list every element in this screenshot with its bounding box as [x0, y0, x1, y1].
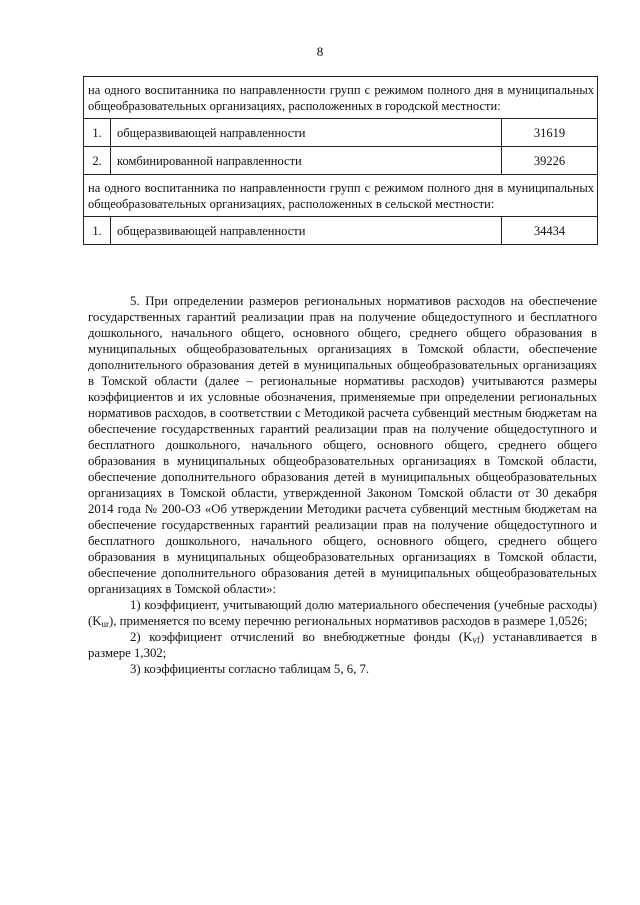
row-name: общеразвивающей направленности	[111, 217, 502, 245]
item2-text: 2) коэффициент отчислений во внебюджетные фонды (K	[130, 630, 473, 644]
item1-text-end: ), применяется по всему перечню региональных нормативов расходов в размере 1,0526;	[109, 614, 588, 628]
row-value: 31619	[502, 119, 598, 147]
item2-text-end: ) устанавливается в размере 1,302;	[88, 630, 597, 660]
row-name: общеразвивающей направленности	[111, 119, 502, 147]
row-value: 34434	[502, 217, 598, 245]
table-section-heading-row	[84, 77, 598, 119]
table-row	[84, 119, 598, 147]
table-section-heading-row	[84, 175, 598, 217]
row-number: 2.	[84, 147, 111, 175]
row-number: 1.	[84, 217, 111, 245]
urban-section-heading: на одного воспитанника по направленности групп с режимом полного дня в муниципальных общеобразовательных организациях, расположенных в городской местности:	[84, 77, 598, 119]
paragraph-5: 5. При определении размеров региональных нормативов расходов на обеспечение государственных гарантий реализации прав на получение общедоступного и бесплатного дошкольного, начального общего, основного общего, среднего общего образования в муниципальных общеобразовательных организациях в Томской области, обеспечение дополнительного образования детей в муниципальных общеобразовательных организациях в Томской области (далее – региональные нормативы расходов) учитываются размеры коэффициентов и их условные обозначения, применяемые при определении региональных нормативов расходов, в соответствии с Методикой расчета субвенций местным бюджетам на обеспечение государственных гарантий реализации прав на получение общедоступного и бесплатного дошкольного, начального общего, основного общего, среднего общего образования в муниципальных общеобразовательных организациях в Томской области, обеспечение дополнительного образования детей в муниципальных общеобразовательных организациях в Томской области, утвержденной Законом Томской области от 30 декабря 2014 года № 200-ОЗ «Об утверждении Методики расчета субвенций местным бюджетам на обеспечение государственных гарантий реализации прав на получение общедоступного и бесплатного дошкольного, начального общего, основного общего, среднего общего образования в муниципальных общеобразовательных организациях в Томской области, обеспечение дополнительного образования детей в муниципальных общеобразовательных организациях в Томской области»:	[88, 294, 597, 596]
row-name: комбинированной направленности	[111, 147, 502, 175]
page-number: 8	[316, 44, 324, 59]
list-item-3: 3) коэффициенты согласно таблицам 5, 6, 7.	[130, 662, 370, 676]
body-text	[88, 293, 597, 677]
list-item-2	[88, 629, 597, 661]
list-item-1	[88, 597, 597, 629]
norms-table	[83, 76, 598, 245]
rural-section-heading: на одного воспитанника по направленности групп с режимом полного дня в муниципальных общеобразовательных организациях, расположенных в сельской местности:	[84, 175, 598, 217]
item1-text: 1) коэффициент, учитывающий долю материального обеспечения (учебные расходы) (K	[88, 598, 597, 628]
table-row	[84, 217, 598, 245]
item2-subscript: vf	[472, 635, 480, 645]
item1-subscript: ur	[101, 619, 110, 629]
row-value: 39226	[502, 147, 598, 175]
row-number: 1.	[84, 119, 111, 147]
table-row	[84, 147, 598, 175]
